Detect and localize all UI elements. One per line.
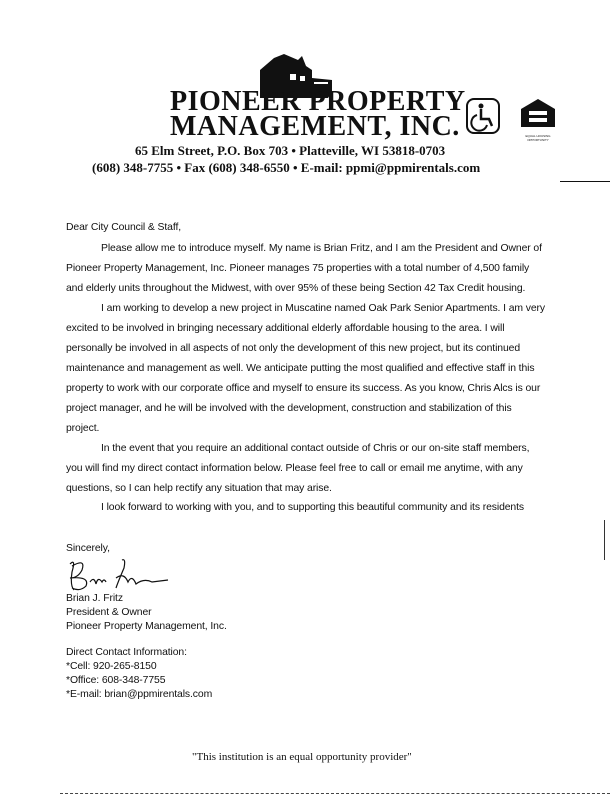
contact-email: *E-mail: brian@ppmirentals.com xyxy=(66,689,213,700)
contact-office: *Office: 608-348-7755 xyxy=(66,675,166,686)
body-line: In the event that you require an additional contact outside of Chris or our on-site staff members, xyxy=(101,443,530,454)
contact-cell: *Cell: 920-265-8150 xyxy=(66,661,157,672)
body-line: Pioneer Property Management, Inc. Pioneer manages 75 properties with a total number of 4,500 family xyxy=(66,263,530,274)
body-line: questions, so I can help rectify any situation that may arise. xyxy=(66,483,332,494)
company-contact: (608) 348-7755 • Fax (608) 348-6550 • E-mail: ppmi@ppmirentals.com xyxy=(92,160,481,175)
body-line: maintenance and management as well. We anticipate putting the most qualified and effective staff in this xyxy=(66,363,535,374)
signature xyxy=(64,556,174,594)
footer-statement: "This institution is an equal opportunity provider" xyxy=(192,751,412,763)
company-name-line1: PIONEER PROPERTY xyxy=(170,86,466,117)
body-line: project. xyxy=(66,423,100,434)
signer-name: Brian J. Fritz xyxy=(66,593,123,604)
footer-rule xyxy=(60,793,610,795)
scan-mark xyxy=(560,181,610,182)
body-line: project manager, and he will be involved with the development, construction and stabilization of this xyxy=(66,403,512,414)
body-line: and elderly units throughout the Midwest, with over 95% of these being Section 42 Tax Credit housing. xyxy=(66,283,526,294)
body-line: you will find my direct contact information below. Please feel free to call or email me anytime, with any xyxy=(66,463,523,474)
body-line: Please allow me to introduce myself. My name is Brian Fritz, and I am the President and Owner of xyxy=(101,243,542,254)
body-line: excited to be involved in bringing necessary additional elderly affordable housing to the area. I will xyxy=(66,323,505,334)
signer-title: President & Owner xyxy=(66,607,152,618)
body-line: property to work with our corporate office and myself to ensure its success. As you know, Chris Alcs is our xyxy=(66,383,541,394)
company-name-line2: MANAGEMENT, INC. xyxy=(170,111,460,142)
company-address: 65 Elm Street, P.O. Box 703 • Platteville, WI 53818-0703 xyxy=(135,143,446,158)
margin-mark xyxy=(604,520,605,560)
equal-housing-icon xyxy=(519,97,557,142)
equal-housing-text: EQUAL HOUSING OPPORTUNITY xyxy=(525,134,551,142)
signer-company: Pioneer Property Management, Inc. xyxy=(66,621,227,632)
salutation: Dear City Council & Staff, xyxy=(66,222,182,233)
body-line: I am working to develop a new project in Muscatine named Oak Park Senior Apartments. I am very xyxy=(101,303,545,314)
contact-heading: Direct Contact Information: xyxy=(66,647,187,658)
body-line: I look forward to working with you, and to supporting this beautiful community and its residents xyxy=(101,502,524,513)
wheelchair-accessible-icon xyxy=(465,97,501,135)
body-line: personally be involved in all aspects of not only the development of this new project, but its continued xyxy=(66,343,520,354)
sign-off: Sincerely, xyxy=(66,543,110,554)
